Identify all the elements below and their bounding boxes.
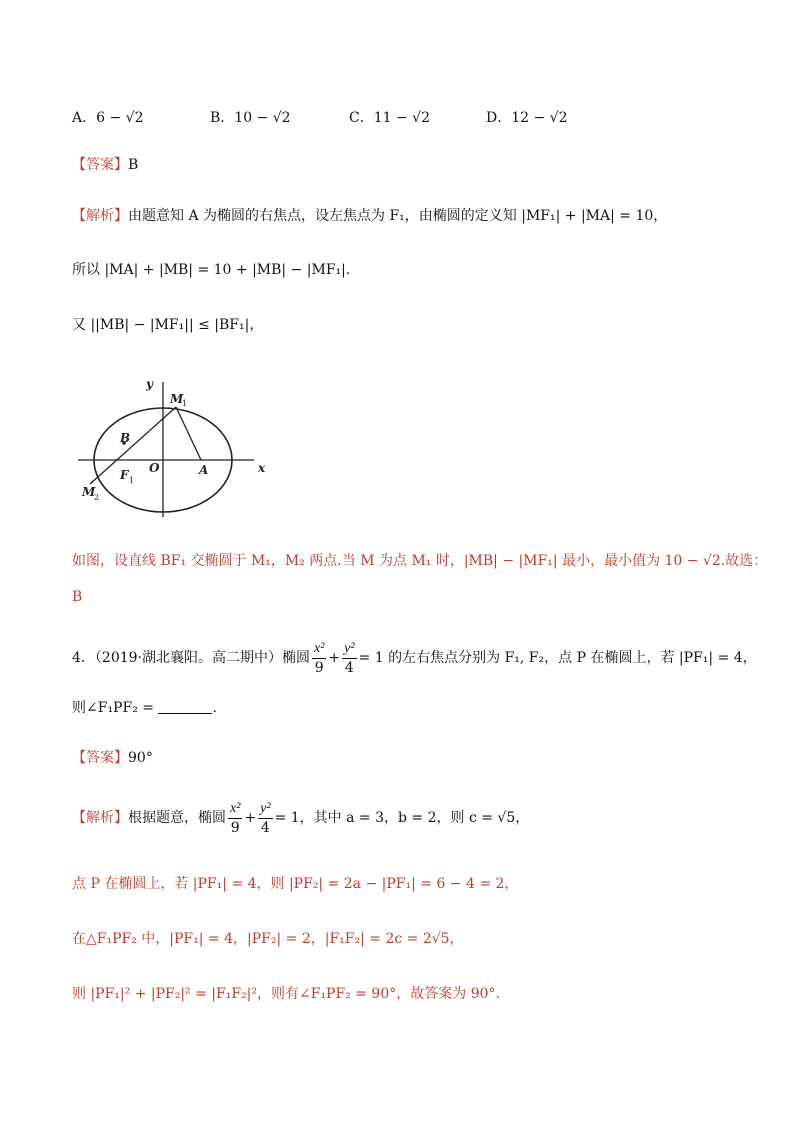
q4-line2-end: . — [212, 700, 217, 716]
analysis-tag: 【解析】 — [72, 208, 128, 224]
m2-label: M — [82, 485, 96, 499]
option-d: D．12 − √2 — [486, 110, 568, 126]
q4-stem-line2 — [72, 698, 217, 718]
frac2-den: 4 — [344, 659, 354, 676]
analysis-text: 由题意知 A 为椭圆的右焦点，设左焦点为 F₁，由椭圆的定义知 |MF₁| + |MA| = 10， — [128, 208, 668, 224]
q3-answer-line — [72, 155, 138, 175]
option-a: A．6 − √2 — [72, 110, 144, 126]
q4-line2: 则∠F₁PF₂ = — [72, 700, 154, 716]
f1-sub: 1 — [129, 476, 135, 485]
q3-analysis-line3: 又 ||MB| − |MF₁|| ≤ |BF₁|， — [72, 317, 264, 333]
x-label: x — [258, 461, 266, 475]
frac1b-num: x² — [228, 800, 242, 819]
plus-sign-b: + — [244, 810, 257, 826]
frac2b-num: y² — [258, 800, 272, 819]
q4-answer-line — [72, 748, 153, 768]
frac1-num: x² — [312, 640, 326, 659]
fraction-y2-4 — [342, 640, 356, 677]
frac1-den: 9 — [314, 659, 324, 676]
b-label: B — [120, 431, 131, 445]
q4-stem-line1 — [72, 638, 757, 678]
q4-analysis-line1 — [72, 798, 529, 838]
q4-rest: = 1 的左右焦点分别为 F₁, F₂，点 P 在椭圆上，若 |PF₁| = 4， — [358, 650, 757, 666]
answer-value: B — [128, 157, 139, 173]
answer-tag: 【答案】 — [72, 157, 128, 173]
q3-analysis-line2: 所以 |MA| + |MB| = 10 + |MB| − |MF₁|. — [72, 262, 351, 278]
fraction-y2-4-b — [258, 800, 272, 837]
frac2-num: y² — [342, 640, 356, 659]
f1-label: F — [120, 468, 129, 482]
q4-answer-value: 90° — [128, 750, 153, 766]
q4-analysis-line3: 在△F₁PF₂ 中，|PF₁| = 4，|PF₂| = 2，|F₁F₂| = 2c = 2√5， — [72, 931, 464, 947]
ellipse-figure — [76, 372, 286, 522]
m1-sub: 1 — [182, 399, 188, 408]
q4-analysis-tag: 【解析】 — [72, 810, 128, 826]
answer-blank — [158, 699, 212, 714]
m1-label: M — [170, 392, 184, 406]
fraction-x2-9 — [312, 640, 326, 677]
plus-sign: + — [328, 650, 341, 666]
frac1b-den: 9 — [230, 819, 240, 836]
o-label: O — [149, 461, 160, 475]
q4-analysis-line2: 点 P 在椭圆上，若 |PF₁| = 4，则 |PF₂| = 2a − |PF₁| = 6 − 4 = 2， — [72, 876, 519, 892]
q4-analysis-rest: = 1，其中 a = 3，b = 2，则 c = √5， — [274, 810, 530, 826]
q4-analysis-line4: 则 |PF₁|² + |PF₂|² = |F₁F₂|²，则有∠F₁PF₂ = 90°，故答案为 90°. — [72, 986, 500, 1002]
q4-analysis-intro: 根据题意，椭圆 — [128, 810, 226, 826]
option-b: B．10 − √2 — [210, 110, 291, 126]
q3-analysis-line1 — [72, 206, 667, 226]
q3-analysis-line4: 如图，设直线 BF₁ 交椭圆于 M₁，M₂ 两点.当 M 为点 M₁ 时，|MB| − |MF₁| 最小，最小值为 10 − √2.故选： — [72, 553, 768, 569]
q4-answer-tag: 【答案】 — [72, 750, 128, 766]
frac2b-den: 4 — [260, 819, 270, 836]
q4-intro: 4．（2019·湖北襄阳。高二期中）椭圆 — [72, 650, 310, 666]
option-c: C．11 − √2 — [349, 110, 430, 126]
m2-sub: 2 — [94, 493, 100, 502]
y-label: y — [146, 377, 153, 391]
a-label: A — [199, 463, 209, 477]
fraction-x2-9-b — [228, 800, 242, 837]
q3-analysis-line5: B — [72, 589, 83, 605]
